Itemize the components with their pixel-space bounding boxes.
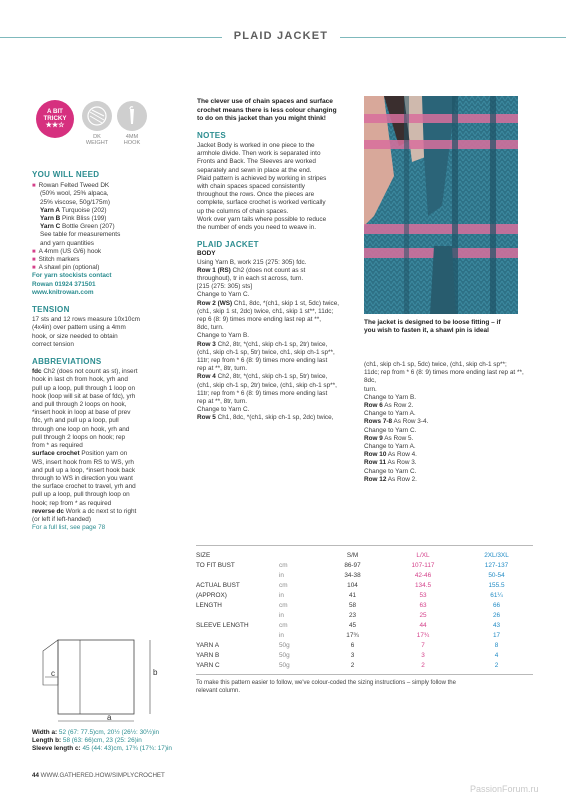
abbr-line: pull through 2 loops on hook; rep: [32, 433, 126, 441]
size-cell: 17¾: [416, 631, 430, 639]
page-title: PLAID JACKET: [233, 30, 329, 42]
jacket-schematic: [40, 637, 170, 732]
pattern-line: [364, 435, 534, 443]
size-cell: [196, 610, 279, 620]
pattern-line: [197, 349, 359, 357]
footer: [32, 772, 165, 779]
tension-heading: TENSION: [32, 305, 70, 315]
size-cell: TO FIT BUST: [196, 561, 235, 569]
size-cell: 4: [494, 651, 499, 659]
sleeve-measure: [32, 745, 202, 753]
hook-label-1: 4MM: [125, 134, 139, 140]
row-text: As Row 3.: [386, 459, 417, 467]
tension-line: correct tension: [32, 340, 74, 348]
pattern-line: [197, 406, 359, 414]
hook-label: [115, 134, 149, 147]
difficulty-stars: ★★☆: [45, 122, 65, 129]
size-cell: in: [279, 571, 284, 579]
row-text: rep at **, 8tr, turn.: [197, 398, 248, 406]
yarn-a-value: Turquoise (202): [61, 206, 107, 214]
size-cell: 43: [492, 621, 501, 629]
row-text: 11tr; rep from * 6 (8: 9) times more ending last: [197, 389, 328, 397]
abbr-rdc-term: reverse dc: [32, 507, 64, 515]
markers-item-text: Stitch markers: [38, 256, 80, 264]
size-row: [196, 600, 533, 610]
size-cell: 6: [350, 641, 355, 649]
middle-column: [197, 98, 359, 423]
pattern-line: [197, 275, 359, 283]
hook-item: [32, 248, 182, 256]
size-header-cell: 2XL/3XL: [484, 551, 509, 559]
row-label: Rows 7-8: [364, 418, 393, 426]
size-cell: SLEEVE LENGTH: [196, 621, 249, 629]
stockists-2: Rowan 01924 371501: [32, 280, 96, 288]
row-text: As Row 5.: [382, 434, 414, 442]
size-row: [196, 590, 533, 600]
row-label: Row 3: [197, 340, 216, 348]
pattern-line: [197, 283, 359, 291]
table-rule-top: [196, 545, 533, 546]
size-header-cell: L/XL: [416, 551, 430, 559]
row-text: As Row 3-4.: [392, 418, 429, 426]
abbr-line: (or left if left-handed): [32, 515, 91, 523]
yarn-a-label: Yarn A: [40, 206, 61, 214]
watermark: PassionForum.ru: [470, 784, 539, 794]
row-text: (ch1, skip ch-1 sp, 5dc) twice, (ch1, skip ch-1 sp**;: [364, 361, 507, 368]
size-cell: 23: [348, 611, 357, 619]
size-table-wrap: [196, 545, 533, 696]
abbr-line: Position yarn on: [79, 450, 128, 458]
table-rule-bottom: [196, 674, 533, 675]
row-text: Ch1, 8dc, *(ch1, skip 1 st, 5dc) twice,: [232, 299, 340, 307]
size-header-cell: S/M: [346, 551, 359, 559]
row-text: Change to Yarn C.: [197, 291, 250, 299]
row-text: [215 (275: 305) sts]: [197, 283, 253, 291]
pattern-line: [364, 451, 534, 459]
pattern-line: [197, 324, 359, 332]
row-text: Ch2, 8tr, *(ch1, skip ch-1 sp, 5tr) twice,: [215, 373, 328, 381]
size-cell: 50g: [279, 641, 290, 649]
row-label: Row 12: [364, 475, 387, 483]
size-cell: 53: [419, 591, 427, 599]
pattern-line: [364, 394, 534, 402]
row-label: Row 4: [197, 373, 216, 381]
abbr-line: hook (loop will sit at base of fdc), yrh: [32, 392, 136, 400]
intro-line: crochet means there is less colour changing: [197, 106, 337, 114]
yarn-b-value: Pink Bliss (199): [62, 215, 107, 223]
abbr-line: from * as required: [32, 442, 83, 450]
notes-line: Jacket Body is worked in one piece to the: [197, 141, 315, 149]
size-cell: ACTUAL BUST: [196, 581, 240, 589]
left-column: [32, 171, 182, 532]
width-label: Width a:: [32, 729, 58, 736]
row-text: rep 6 (8: 9) times more ending last rep at **,: [197, 316, 321, 324]
you-will-need-heading: YOU WILL NEED: [32, 170, 100, 179]
size-cell: 25: [419, 611, 427, 619]
row-text: Change to Yarn C.: [364, 467, 417, 475]
size-row: [196, 570, 533, 580]
tension-line: hook, or size needed to obtain: [32, 332, 118, 340]
yarn-a: [32, 207, 182, 215]
pattern-heading: PLAID JACKET: [197, 240, 259, 250]
weight-label-1: DK: [93, 134, 101, 140]
yarn-weight-label: [80, 134, 114, 147]
row-text: Change to Yarn B.: [364, 393, 416, 401]
row-label: Row 2 (WS): [197, 299, 233, 307]
see-table-1: See table for measurements: [40, 231, 121, 239]
abbr-line: and pull through 2 loops on hook,: [32, 401, 127, 409]
intro: [197, 98, 359, 124]
yarn-weight-icon: [82, 101, 112, 131]
pattern-line: [197, 382, 359, 390]
size-cell: YARN B: [196, 651, 220, 659]
row-text: Change to Yarn B.: [197, 332, 249, 340]
abbr-sc-term: surface crochet: [32, 450, 80, 458]
abbr-line: *insert hook in loop at base of prev: [32, 409, 131, 417]
measurements: [32, 729, 202, 754]
see-table-2: and yarn quantities: [40, 239, 95, 247]
size-cell: 58: [348, 601, 357, 609]
size-header-cell: SIZE: [196, 551, 211, 559]
size-cell: 26: [492, 611, 501, 619]
abbr-line: Ch2 (does not count as st), insert: [41, 368, 138, 376]
size-cell: 2: [421, 661, 425, 669]
pattern-line: [364, 369, 534, 385]
length-label: Length b:: [32, 737, 62, 745]
row-text: Using Yarn B, work 215 (275: 305) fdc.: [197, 258, 307, 266]
size-row: [196, 580, 533, 590]
notes-line: separately and sewn in place at the end.: [197, 166, 312, 174]
row-text: throughout), tr in each st across, turn.: [197, 275, 304, 283]
pattern-line: [197, 365, 359, 373]
length-value: 58 (63: 66)cm, 23 (25: 26)in: [61, 737, 142, 745]
size-cell: 50g: [279, 651, 290, 659]
size-cell: 50g: [279, 661, 290, 669]
pattern-column-1: [197, 259, 359, 423]
pattern-line: [364, 386, 534, 394]
size-cell: 127-137: [484, 561, 509, 569]
size-cell: [196, 630, 279, 640]
size-cell: in: [279, 631, 284, 639]
size-cell: LENGTH: [196, 601, 222, 609]
pattern-line: [197, 373, 359, 381]
difficulty-line1: A BIT: [47, 108, 63, 115]
pattern-line: [197, 390, 359, 398]
row-label: Row 6: [364, 402, 383, 410]
jacket-photo: [364, 96, 518, 314]
size-cell: (APPROX): [196, 591, 227, 599]
abbr-line: and pull up a loop, *insert hook back: [32, 466, 136, 474]
page-number: 44: [32, 772, 39, 779]
size-cell: 61¼: [490, 591, 503, 599]
row-text: (ch1, skip ch-1 sp, 2tr) twice, (ch1, skip ch-1 sp**,: [197, 381, 337, 389]
abbr-rdc: [32, 508, 182, 516]
size-cell: [196, 570, 279, 580]
abbr-line: Work a dc next st to right: [63, 507, 137, 515]
size-cell: YARN C: [196, 661, 220, 669]
abbr-line: pull up a loop, pull through 1 loop on: [32, 384, 136, 392]
abbr-line: pull up a loop, pull through loop on: [32, 491, 130, 499]
size-row: [196, 560, 533, 570]
abbr-line: through to WS in direction you want: [32, 474, 133, 482]
abbr-line: fdc, yrh and pull up a loop, pull: [32, 417, 119, 425]
size-cell: 17: [492, 631, 501, 639]
notes-line: Plaid pattern is achieved by working in stripes: [197, 174, 327, 182]
notes-line: up the columns of chain spaces.: [197, 207, 289, 215]
size-cell: 41: [348, 591, 357, 599]
yarn-desc-1: Rowan Felted Tweed DK: [38, 182, 110, 190]
size-row: [196, 640, 533, 650]
size-cell: 42-46: [414, 571, 432, 579]
row-text: As Row 4.: [386, 451, 417, 459]
sleeve-value: 45 (44: 43)cm, 17¾ (17¾: 17)in: [80, 745, 172, 753]
tension-line: 17 sts and 12 rows measure 10x10cm: [32, 316, 140, 324]
row-text: (ch1, skip 1 st, 2dc) twice, ch1, skip 1 st**, 11dc;: [197, 307, 334, 315]
pattern-line: [197, 300, 359, 308]
pattern-line: [364, 418, 534, 426]
size-table: [196, 550, 533, 670]
size-row: [196, 630, 533, 640]
pattern-line: [364, 476, 534, 484]
pattern-line: [364, 443, 534, 451]
size-cell: cm: [279, 621, 288, 629]
weight-label-2: WEIGHT: [85, 140, 109, 147]
difficulty-badge: [36, 100, 74, 138]
jacket-photo-illustration: [364, 96, 518, 314]
notes-heading: NOTES: [197, 130, 227, 140]
size-row: [196, 660, 533, 670]
notes-line: throughout the rows. Once the pieces are: [197, 191, 315, 199]
size-row: [196, 620, 533, 630]
pattern-line: [364, 361, 534, 369]
yarn-c-value: Bottle Green (207): [62, 223, 115, 231]
row-text: Change to Yarn C.: [364, 426, 417, 434]
yarn-b-label: Yarn B: [40, 215, 61, 223]
row-text: Change to Yarn C.: [197, 406, 250, 414]
pattern-line: [364, 459, 534, 467]
width-measure: [32, 729, 202, 737]
shawl-pin-item-text: A shawl pin (optional): [38, 264, 100, 272]
shawl-pin-item: [32, 264, 182, 272]
difficulty-line2: TRICKY: [43, 115, 67, 122]
size-row: [196, 650, 533, 660]
caption-line: The jacket is designed to be loose fitting – if: [364, 319, 501, 326]
width-value: 52 (67: 77.5)cm, 20½ (26½: 30½)in: [57, 729, 160, 736]
row-text: Change to Yarn A.: [364, 410, 416, 418]
stockists-1: For yarn stockists contact: [32, 272, 112, 280]
yarn-c-label: Yarn C: [40, 223, 61, 231]
size-cell: YARN A: [196, 641, 219, 649]
pattern-line: [364, 410, 534, 418]
yarn-bullet: [32, 182, 182, 190]
notes-line: complete, surface crochet is worked vertically: [197, 199, 326, 207]
pattern-column-2: [364, 361, 534, 484]
full-list-link[interactable]: For a full list, see page 78: [32, 524, 106, 532]
size-cell: 44: [419, 621, 427, 629]
markers-item: [32, 256, 182, 264]
abbr-sc: [32, 450, 182, 458]
size-cell: 50-54: [488, 571, 505, 579]
pattern-line: [197, 341, 359, 349]
row-text: 8dc, turn.: [197, 324, 224, 332]
abbr-line: hook; rep from * as required: [32, 499, 112, 507]
size-cell: cm: [279, 561, 288, 569]
pattern-line: [197, 308, 359, 316]
row-text: As Row 2.: [386, 475, 417, 483]
pattern-line: [197, 291, 359, 299]
abbr-line: WS, insert hook from RS to WS, yrh: [32, 458, 134, 466]
caption-line: you wish to fasten it, a shawl pin is ideal: [364, 327, 489, 335]
size-footnote: [196, 680, 533, 696]
schematic-label-b: b: [153, 668, 158, 677]
notes-line: Work over yarn tails where possible to reduce: [197, 215, 327, 223]
notes-line: with chain spaces spaced consistently: [197, 183, 305, 190]
size-header-cell: [279, 550, 319, 560]
size-cell: 3: [421, 651, 425, 659]
pattern-line: [364, 468, 534, 476]
notes-line: Fronts and Back. The Sleeves are worked: [197, 158, 316, 166]
size-cell: 2: [494, 661, 499, 669]
size-cell: in: [279, 591, 284, 599]
size-cell: 107-117: [411, 561, 435, 569]
intro-line: to do on this jacket than you might think!: [197, 115, 326, 123]
size-cell: cm: [279, 581, 288, 589]
abbr-line: the surface crochet to travel, yrh and: [32, 483, 136, 491]
abbr-fdc: [32, 368, 182, 376]
size-cell: 2: [350, 661, 355, 669]
size-cell: cm: [279, 601, 288, 609]
pattern-line: [197, 259, 359, 267]
size-cell: 63: [419, 601, 427, 609]
stockists-link[interactable]: www.knitrowan.com: [32, 288, 94, 296]
footer-url: WWW.GATHERED.HOW/SIMPLYCROCHET: [40, 772, 165, 779]
size-cell: 155.5: [488, 581, 505, 589]
intro-line: The clever use of chain spaces and surface: [197, 98, 333, 105]
size-cell: 134.5: [415, 581, 431, 589]
hook-label-2: HOOK: [123, 140, 141, 147]
yarn-desc-2: (50% wool, 25% alpaca,: [40, 190, 109, 198]
pattern-line: [364, 402, 534, 410]
abbr-fdc-term: fdc: [32, 368, 42, 376]
row-text: Ch2, 8tr, *(ch1, skip ch-1 sp, 2tr) twice,: [215, 340, 328, 348]
footnote-line: To make this pattern easier to follow, we've colour-coded the sizing instructions – simply follow the: [196, 680, 456, 686]
body-heading: BODY: [197, 250, 216, 258]
size-cell: 3: [350, 651, 355, 659]
pattern-line: [197, 267, 359, 275]
notes-line: the number of ends you need to weave in.: [197, 224, 317, 232]
row-label: Row 1 (RS): [197, 266, 231, 274]
size-row: [196, 610, 533, 620]
footnote-line: relevant column.: [196, 687, 241, 694]
row-text: Ch2 (does not count as st: [230, 266, 306, 274]
row-label: Row 10: [364, 451, 387, 459]
size-cell: in: [279, 611, 284, 619]
size-header-row: [196, 550, 533, 560]
schematic-label-a: a: [107, 713, 112, 722]
row-label: Row 5: [197, 414, 216, 422]
size-cell: 34-38: [344, 571, 361, 579]
sleeve-label: Sleeve length c:: [32, 745, 81, 753]
size-cell: 86-97: [344, 561, 361, 569]
row-text: Ch1, 8dc, *(ch1, skip ch-1 sp, 2dc) twice,: [215, 414, 334, 422]
abbr-line: through one loop on hook, yrh and: [32, 425, 130, 433]
row-text: 11dc; rep from * 6 (8: 9) times more ending last rep at **, 8dc,: [364, 369, 524, 385]
row-text: turn.: [364, 385, 377, 393]
row-text: (ch1, skip ch-1 sp, 5tr) twice, ch1, skip ch-1 sp**,: [197, 348, 335, 356]
pattern-line: [364, 427, 534, 435]
size-cell: 8: [494, 641, 499, 649]
pattern-line: [197, 398, 359, 406]
abbreviations-heading: ABBREVIATIONS: [32, 357, 102, 367]
title-rule-left: [0, 37, 222, 38]
yarn-b: [32, 215, 182, 223]
pattern-line: [197, 357, 359, 365]
size-cell: 66: [492, 601, 501, 609]
row-label: Row 11: [364, 459, 387, 467]
yarn-desc-3: 25% viscose, 50g/175m): [40, 198, 110, 206]
photo-caption: [364, 319, 534, 336]
pattern-line: [197, 332, 359, 340]
length-measure: [32, 737, 202, 745]
size-cell: 104: [347, 581, 358, 589]
pattern-line: [197, 316, 359, 324]
hook-item-text: A 4mm (US G/6) hook: [38, 247, 102, 255]
size-cell: 17¾: [346, 631, 359, 639]
schematic-label-c: c: [51, 669, 55, 678]
yarn-c: [32, 223, 182, 231]
tension-line: (4x4in) over pattern using a 4mm: [32, 324, 126, 332]
row-text: 11tr; rep from * 6 (8: 9) times more ending last: [197, 357, 328, 365]
pattern-line: [197, 414, 359, 422]
row-text: As Row 2.: [382, 402, 414, 410]
size-cell: 7: [421, 641, 425, 649]
hook-icon: [117, 101, 147, 131]
row-text: Change to Yarn A.: [364, 443, 416, 451]
notes-line: armhole divide. Then work is separated into: [197, 150, 321, 158]
row-label: Row 9: [364, 434, 383, 442]
abbr-line: hook in last ch from hook, yrh and: [32, 376, 128, 384]
row-text: rep at **, 8tr, turn.: [197, 365, 248, 373]
size-cell: 45: [348, 621, 357, 629]
title-rule-right: [340, 37, 566, 38]
